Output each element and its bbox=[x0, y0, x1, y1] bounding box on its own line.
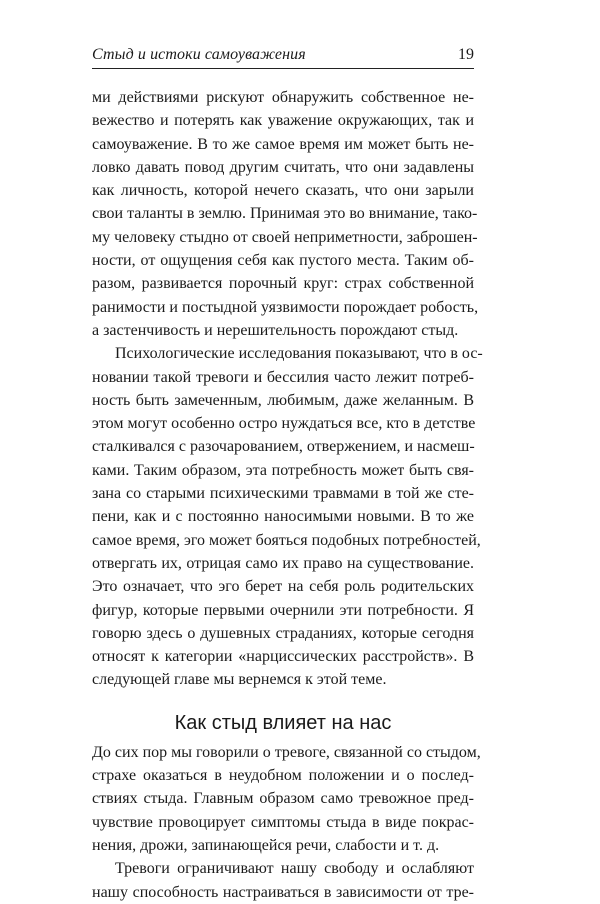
text-line: новании такой тревоги и бессилия часто лежит потреб- bbox=[92, 368, 474, 386]
text-line: фигур, которые первыми очернили эти потребности. Я bbox=[92, 601, 474, 619]
text-line: зана со старыми психическими травмами в той же сте- bbox=[92, 485, 474, 503]
text-line: ствиях стыда. Главным образом само тревожное пред- bbox=[92, 790, 474, 808]
text-line: Психологические исследования показывают, что в ос- bbox=[115, 345, 483, 363]
text-line: свои таланты в землю. Принимая это во внимание, тако- bbox=[92, 205, 478, 223]
text-line: ранимости и постыдной уязвимости порождает робость, bbox=[92, 298, 479, 316]
text-line: ми действиями рискуют обнаружить собственное не- bbox=[92, 89, 474, 106]
running-header bbox=[92, 44, 474, 69]
text-line: страхе оказаться в неудобном положении и о послед- bbox=[92, 767, 474, 785]
text-line: вежество и потерять как уважение окружающих, так и bbox=[92, 112, 474, 130]
text-line: До сих пор мы говорили о тревоге, связанной со стыдом, bbox=[92, 743, 481, 761]
text-line: самое время, эго может бояться подобных потребностей, bbox=[92, 531, 481, 549]
text-line: следующей главе мы вернемся к этой теме. bbox=[92, 671, 387, 689]
text-line: ловко давать повод другим считать, что они задавлены bbox=[92, 158, 474, 176]
text-line: сталкивался с разочарованием, отвержением, и насмеш- bbox=[92, 438, 475, 456]
text-line: ности, от ощущения себя как пустого места. Таким об- bbox=[92, 252, 474, 270]
section-heading: Как стыд влияет на нас bbox=[174, 711, 392, 734]
text-line: относят к категории «нарциссических расстройств». В bbox=[92, 648, 474, 666]
text-line: Тревоги ограничивают нашу свободу и ослабляют bbox=[115, 860, 474, 878]
text-line: ками. Таким образом, эта потребность может быть свя- bbox=[92, 461, 474, 479]
text-line: а застенчивость и нерешительность порождают стыд. bbox=[92, 321, 459, 339]
text-line: Это означает, что эго берет на себя роль родительских bbox=[92, 578, 474, 596]
text-line: нашу способность настраиваться в зависимости от тре- bbox=[92, 883, 474, 901]
running-title: Стыд и истоки самоуважения bbox=[92, 46, 306, 63]
text-line: отвергать их, отрицая само их право на существование. bbox=[92, 554, 474, 572]
text-line: разом, развивается порочный круг: страх собственной bbox=[92, 275, 474, 293]
text-line: пени, как и с постоянно наносимыми новыми. В то же bbox=[92, 508, 474, 526]
text-line: ность быть замеченным, любимым, даже желанным. В bbox=[92, 391, 474, 409]
text-line: самоуважение. В то же самое время им может быть не- bbox=[92, 135, 474, 153]
text-line: нения, дрожи, запинающейся речи, слабости и т. д. bbox=[92, 836, 440, 854]
page-number: 19 bbox=[458, 46, 474, 63]
text-line: говорю здесь о душевных страданиях, которые сегодня bbox=[92, 624, 474, 642]
text-line: этом могут особенно остро нуждаться все, кто в детстве bbox=[92, 415, 476, 433]
text-line: чувствие провоцирует симптомы стыда в виде покрас- bbox=[92, 813, 474, 831]
text-line: му человеку стыдно от своей неприметности, заброшен- bbox=[92, 228, 478, 246]
text-line: как личность, которой нечего сказать, что они зарыли bbox=[92, 182, 474, 200]
body-text bbox=[92, 86, 483, 904]
